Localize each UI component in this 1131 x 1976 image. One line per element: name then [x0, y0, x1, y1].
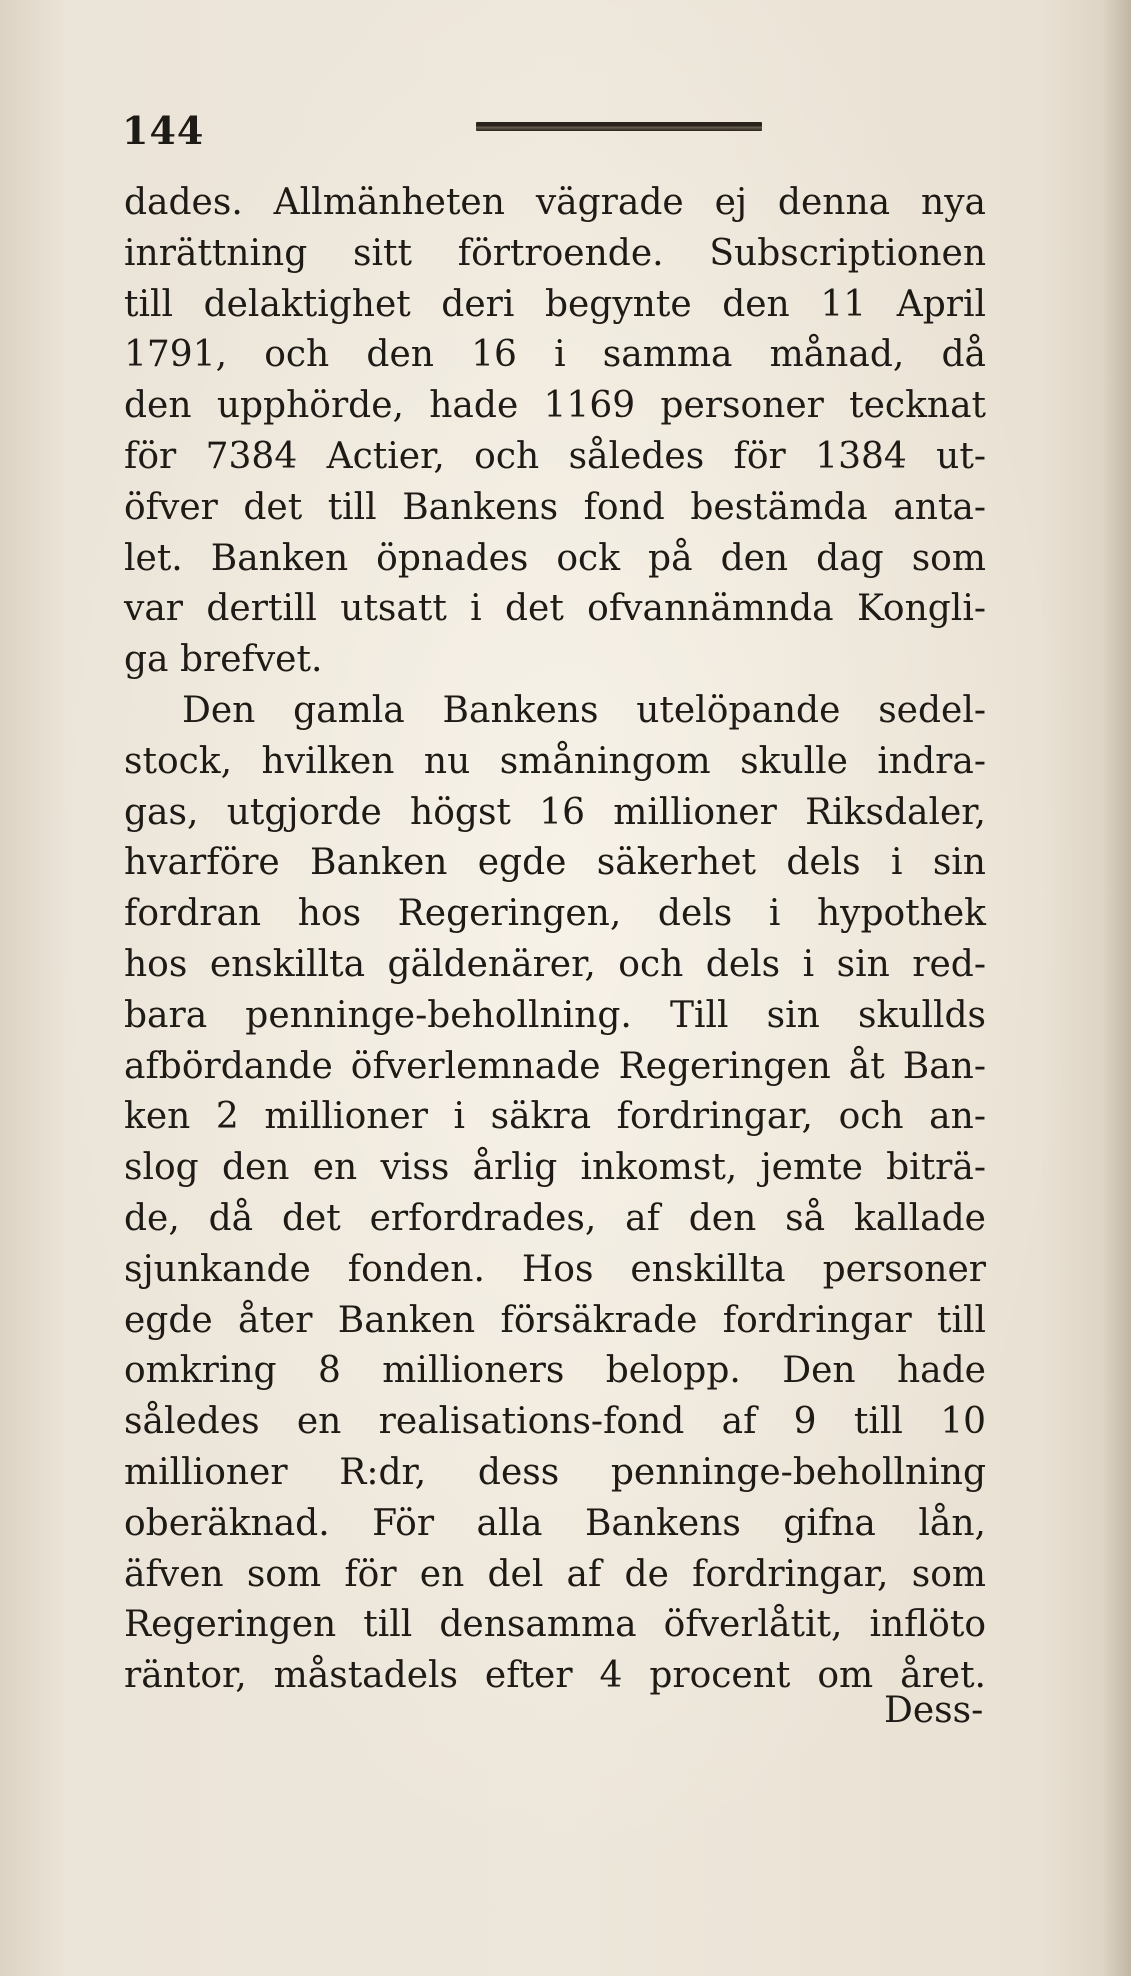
text-line: fordran hos Regeringen, dels i hypothek	[124, 893, 986, 935]
text-line: den upphörde, hade 1169 personer tecknat	[124, 385, 986, 427]
text-line: 1791, och den 16 i samma månad, då	[124, 334, 986, 376]
text-line: för 7384 Actier, och således för 1384 ut-	[124, 435, 986, 477]
text-line: således en realisations-fond af 9 till 10	[124, 1401, 986, 1443]
text-line: let. Banken öpnades ock på den dag som	[124, 537, 986, 579]
text-line: ken 2 millioner i säkra fordringar, och an-	[124, 1096, 986, 1138]
body-text	[124, 178, 986, 1702]
text-line: oberäknad. För alla Bankens gifna lån,	[124, 1502, 986, 1544]
page-edge-shadow	[1103, 0, 1131, 1976]
running-header	[122, 108, 642, 158]
page-number: 144	[122, 108, 205, 153]
catchword: Dess-	[884, 1690, 984, 1731]
text-line: inrättning sitt förtroende. Subscriptionen	[124, 232, 986, 274]
text-line: millioner R:dr, dess penninge-behollning	[124, 1451, 986, 1493]
paragraph-start-line: Den gamla Bankens utelöpande sedel-	[182, 689, 986, 731]
text-line: de, då det erfordrades, af den så kallade	[124, 1197, 986, 1239]
text-line: räntor, måstadels efter 4 procent om året.	[124, 1655, 986, 1697]
text-line: Regeringen till densamma öfverlåtit, inflöto	[124, 1604, 986, 1646]
text-line: var dertill utsatt i det ofvannämnda Kongli-	[124, 588, 986, 630]
text-line: slog den en viss årlig inkomst, jemte biträ-	[124, 1147, 986, 1189]
text-line: egde åter Banken försäkrade fordringar till	[124, 1299, 986, 1341]
text-line: hos enskillta gäldenärer, och dels i sin red-	[124, 943, 986, 985]
header-ornament-rule	[476, 122, 762, 131]
text-line: dades. Allmänheten vägrade ej denna nya	[124, 182, 986, 223]
text-line: hvarföre Banken egde säkerhet dels i sin	[124, 842, 986, 884]
text-line: äfven som för en del af de fordringar, som	[124, 1553, 986, 1595]
paragraph-end-line: ga brefvet.	[124, 639, 323, 681]
text-line: sjunkande fonden. Hos enskillta personer	[124, 1248, 986, 1290]
text-line: bara penninge-behollning. Till sin skullds	[124, 994, 986, 1036]
text-line: stock, hvilken nu småningom skulle indra-	[124, 740, 986, 782]
text-line: gas, utgjorde högst 16 millioner Riksdaler,	[124, 791, 986, 833]
text-line: afbördande öfverlemnade Regeringen åt Ban-	[124, 1045, 986, 1087]
text-line: till delaktighet deri begynte den 11 April	[124, 283, 986, 325]
text-line: omkring 8 millioners belopp. Den hade	[124, 1350, 986, 1392]
text-line: öfver det till Bankens fond bestämda anta-	[124, 486, 986, 528]
